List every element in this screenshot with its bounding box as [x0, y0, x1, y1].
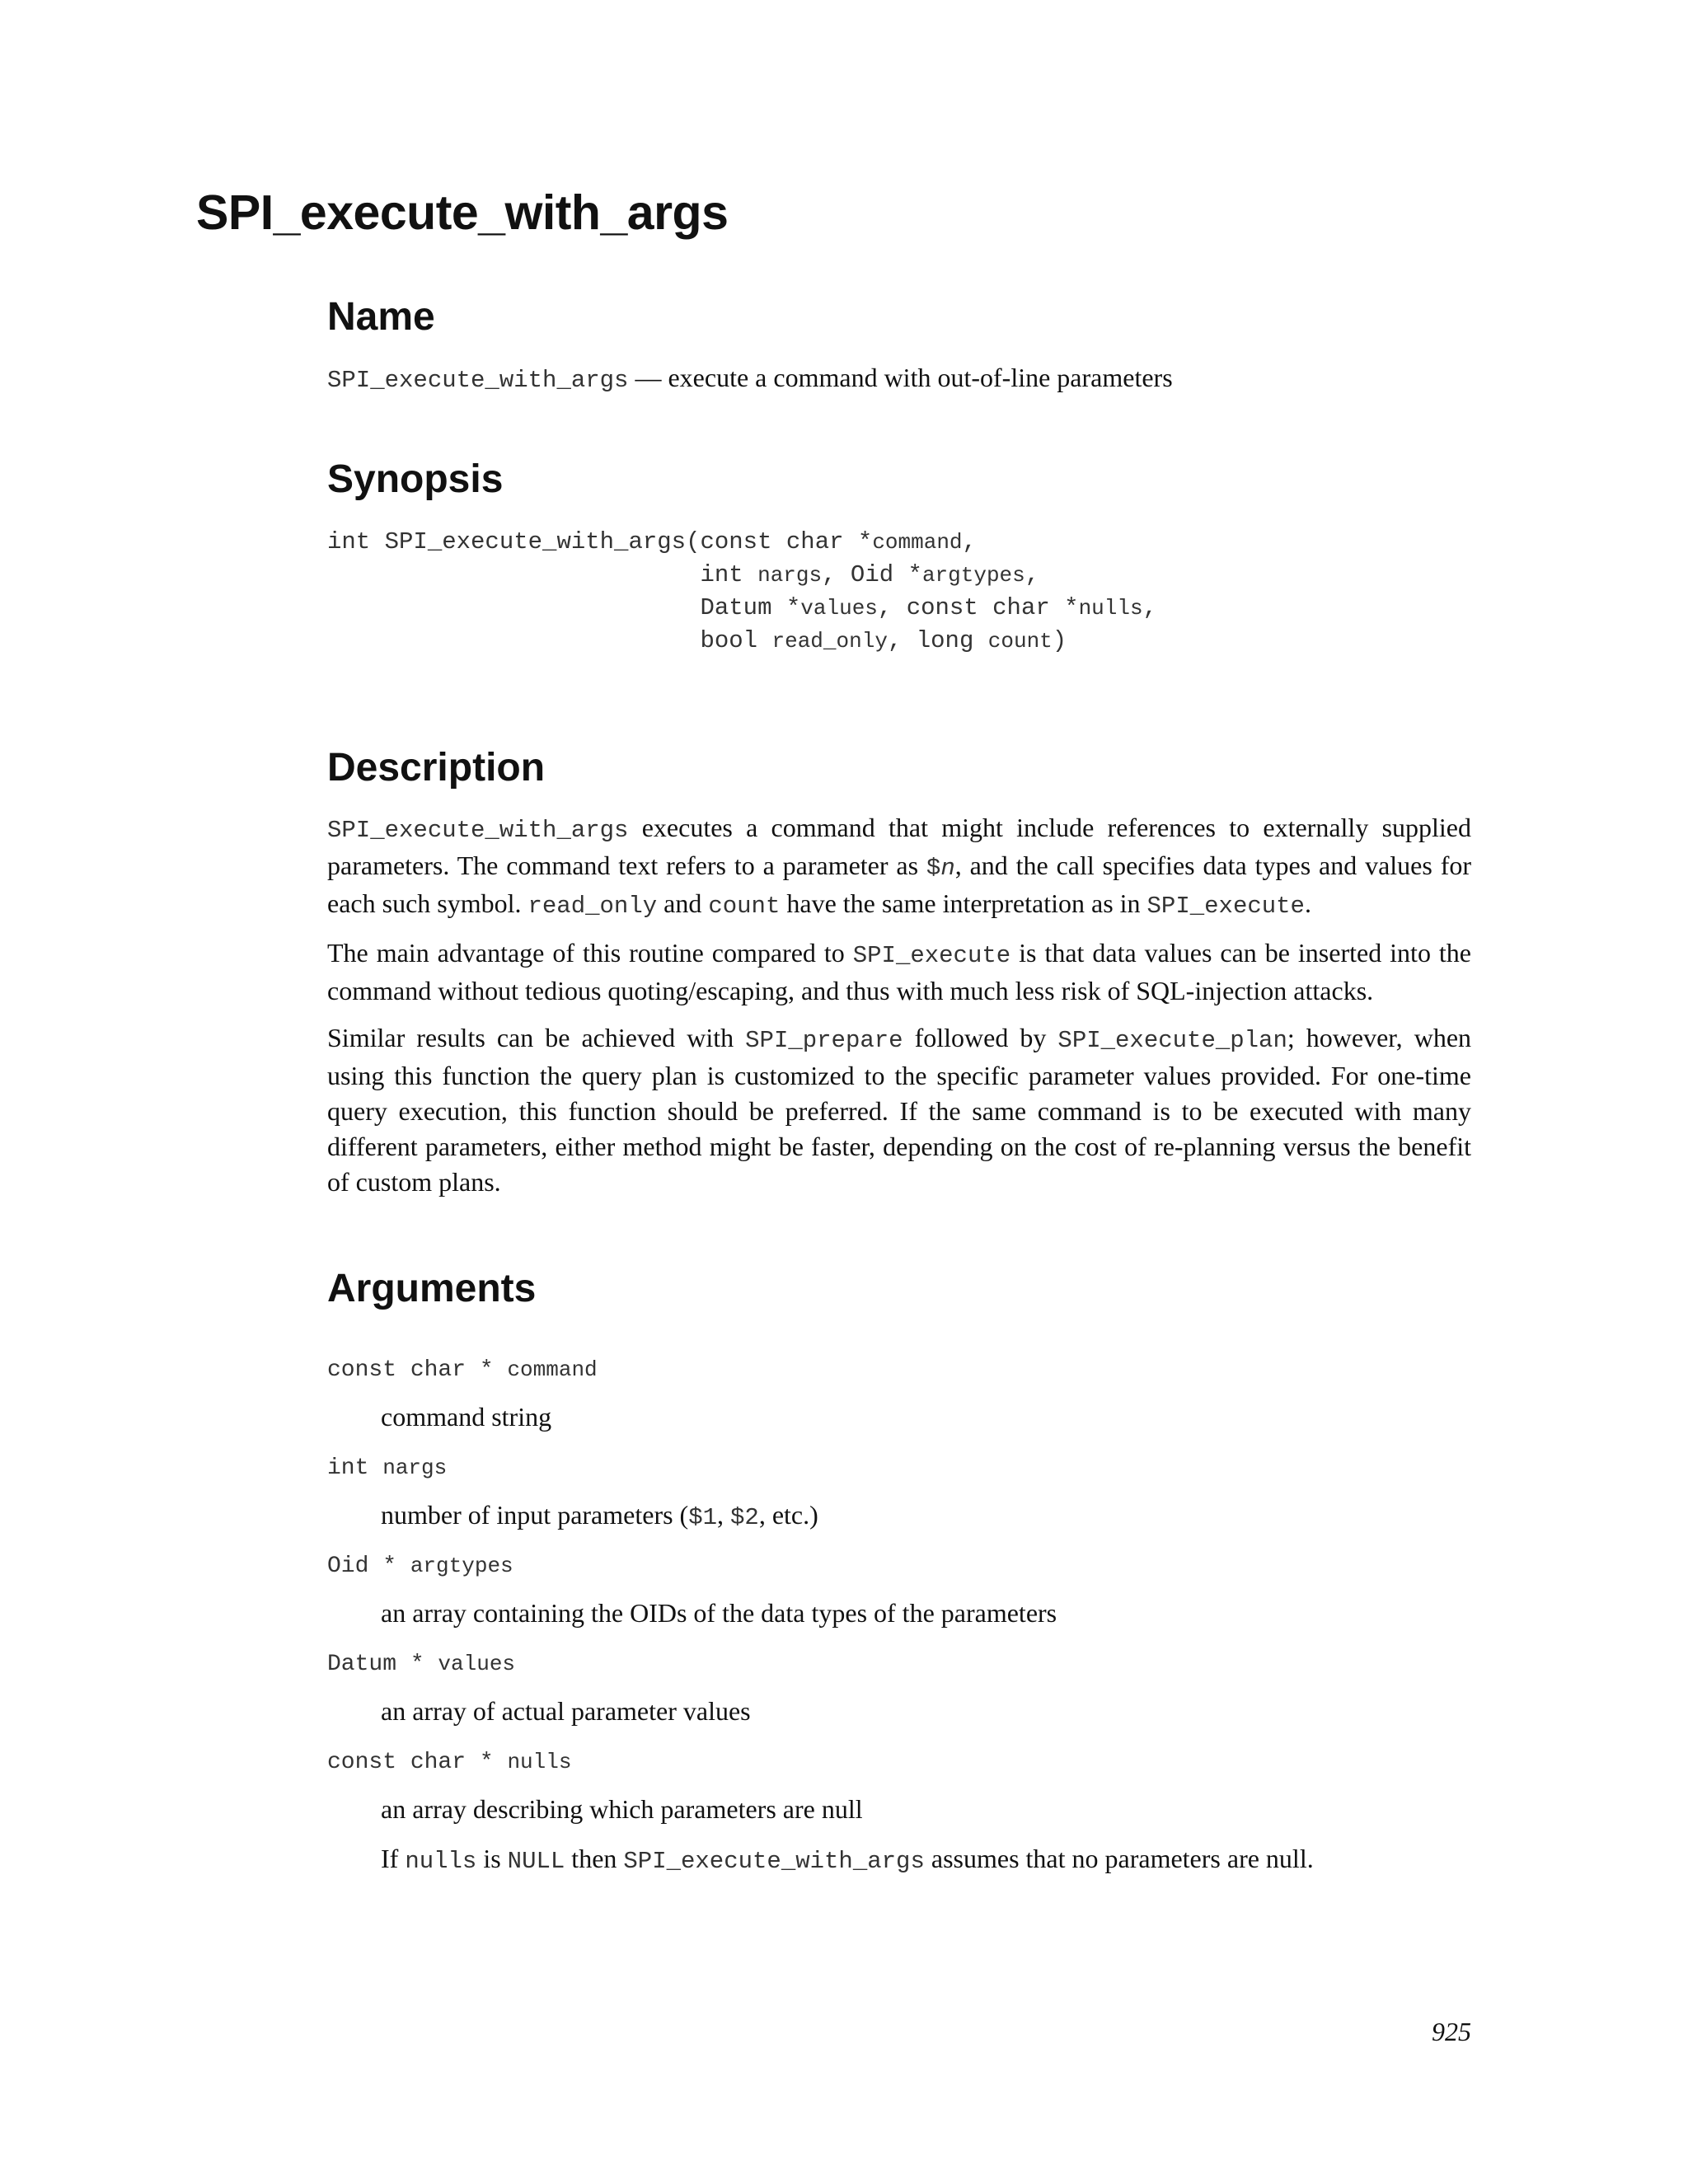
argument-term: Datum * values: [327, 1652, 516, 1677]
function-name: SPI_execute_with_args: [327, 367, 629, 394]
arguments-heading: Arguments: [327, 1267, 537, 1310]
page-number: 925: [1432, 2017, 1471, 2046]
argument-term: const char * command: [327, 1357, 598, 1383]
page-title: SPI_execute_with_args: [196, 185, 729, 240]
argument-description: command string: [381, 1402, 552, 1432]
synopsis-code: int SPI_execute_with_args(const char *command, int nargs, Oid *argtypes, Datum *values, const char *nulls, bool read_only, long count): [327, 528, 1157, 654]
argument-term: const char * nulls: [327, 1750, 572, 1775]
description-paragraph-2: The main advantage of this routine compared to SPI_execute is that data values can be inserted into the command without tedious quoting/escaping, and thus with much less risk of SQL-injection attacks.: [327, 938, 1472, 1005]
argument-description: an array of actual parameter values: [381, 1696, 751, 1726]
function-summary: — execute a command with out-of-line parameters: [628, 363, 1173, 392]
argument-description: an array describing which parameters are null: [381, 1794, 863, 1824]
description-heading: Description: [327, 746, 546, 790]
argument-term: Oid * argtypes: [327, 1554, 513, 1579]
nulls-note: If nulls is NULL then SPI_execute_with_args assumes that no parameters are null.: [381, 1844, 1314, 1875]
argument-description: an array containing the OIDs of the data types of the parameters: [381, 1598, 1057, 1628]
name-heading: Name: [327, 295, 435, 339]
description-paragraph-3: Similar results can be achieved with SPI_prepare followed by SPI_execute_plan; however, when using this function the query plan is customized to the specific parameter values provided. For one-time query execution, this function should be preferred. If the same command is to be executed with many different parameters, either method might be faster, depending on the cost of re-planning versus the benefit of custom plans.: [327, 1023, 1472, 1197]
synopsis-heading: Synopsis: [327, 457, 504, 501]
name-line: [327, 360, 1471, 398]
argument-description: number of input parameters ($1, $2, etc.): [381, 1500, 818, 1531]
description-paragraph-1: SPI_execute_with_args executes a command that might include references to externally supplied parameters. The command text refers to a parameter as $n, and the call specifies data types and values for each such symbol. read_only and count have the same interpretation as in SPI_execute.: [327, 813, 1472, 920]
argument-term: int nargs: [327, 1455, 448, 1481]
